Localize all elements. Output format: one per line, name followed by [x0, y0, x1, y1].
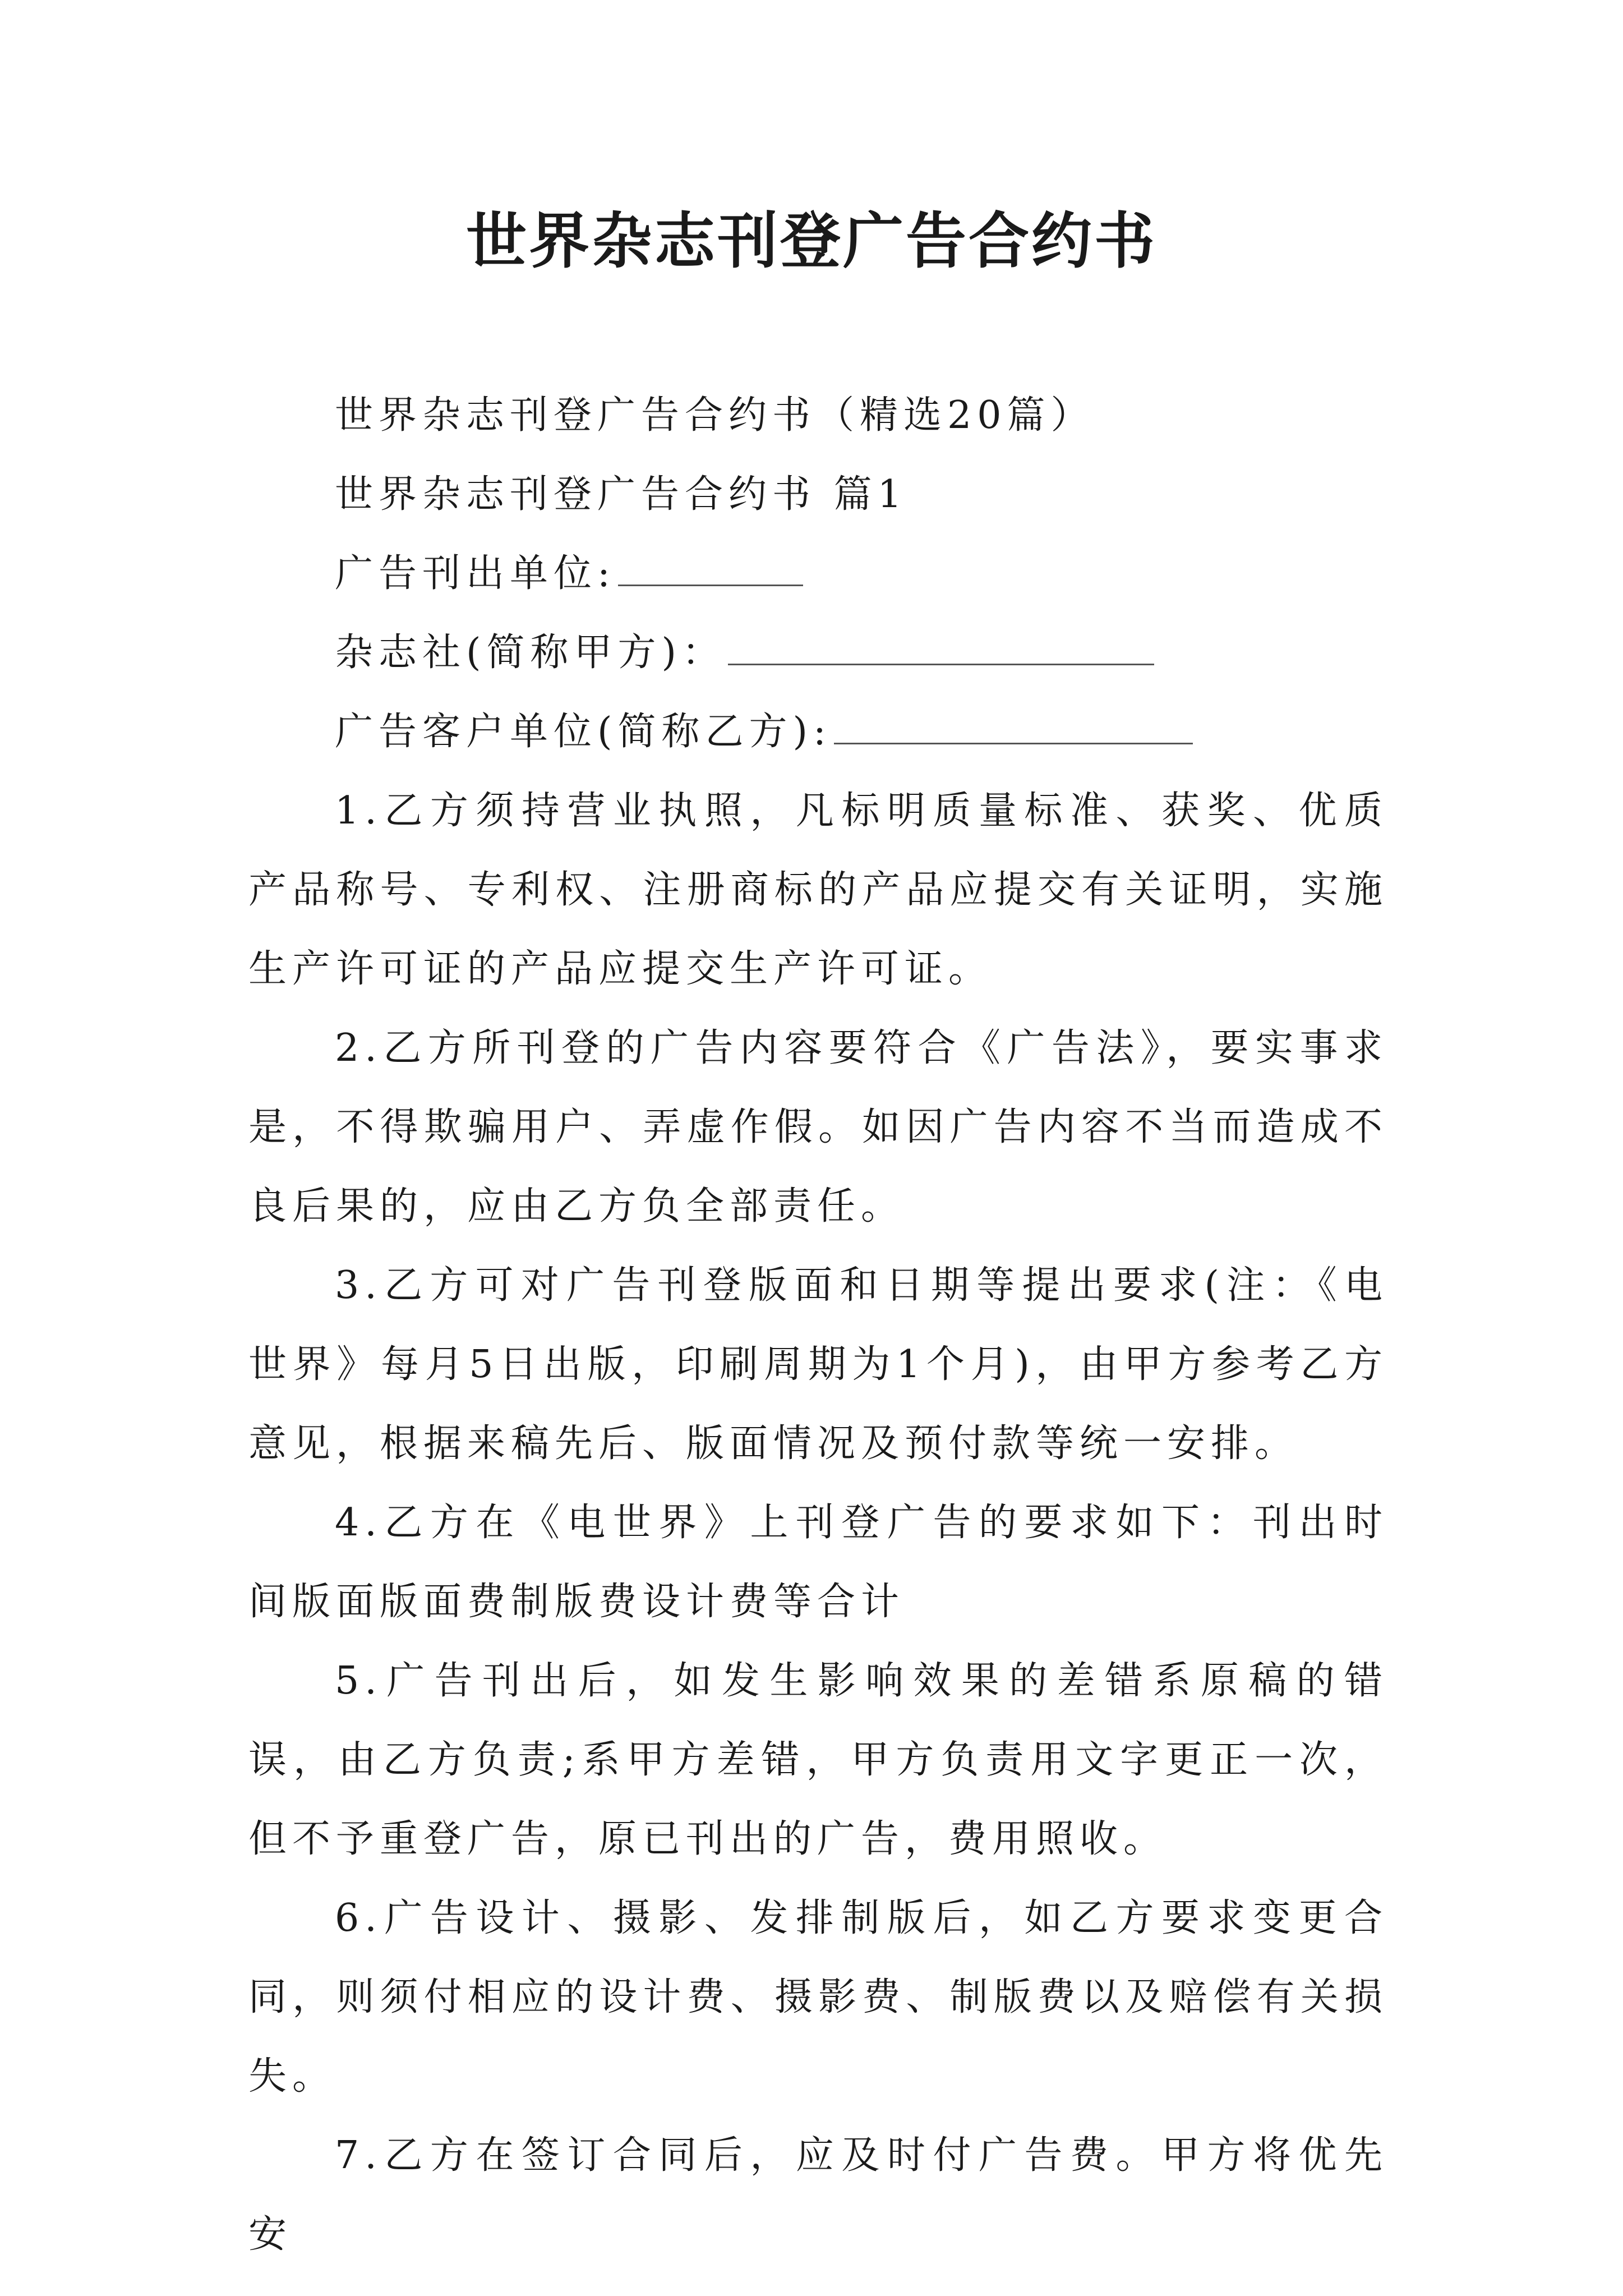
blank-line: [728, 624, 1154, 665]
field-label: 广告刊出单位:: [335, 551, 616, 596]
clause-3: 3.乙方可对广告刊登版面和日期等提出要求(注：《电世界》每月5日出版，印刷周期为1个月)，由甲方参考乙方意见，根据来稿先后、版面情况及预付款等统一安排。: [248, 1263, 1388, 1466]
document-body: [248, 376, 1388, 2274]
document-subtitle: 世界杂志刊登广告合约书（精选20篇）: [335, 393, 1095, 438]
field-label: 广告客户单位(简称乙方):: [335, 710, 832, 754]
clause-1: 1.乙方须持营业执照，凡标明质量标准、获奖、优质产品称号、专利权、注册商标的产品应提交有关证明，实施生产许可证的产品应提交生产许可证。: [248, 789, 1388, 991]
clause-7: 7.乙方在签订合同后，应及时付广告费。甲方将优先安: [248, 2133, 1388, 2257]
blank-line: [834, 703, 1193, 744]
blank-line: [618, 545, 803, 586]
section-heading: 世界杂志刊登广告合约书 篇1: [335, 472, 907, 517]
field-magazine-party-a: [248, 613, 1388, 692]
clause-2: 2.乙方所刊登的广告内容要符合《广告法》，要实事求是，不得欺骗用户、弄虚作假。如因广告内容不当而造成不良后果的，应由乙方负全部责任。: [248, 1026, 1388, 1228]
field-ad-publisher: [248, 534, 1388, 613]
document-title: 世界杂志刊登广告合约书: [465, 206, 1157, 277]
clause-5: 5.广告刊出后，如发生影响效果的差错系原稿的错误，由乙方负责;系甲方差错，甲方负责用文字更正一次，但不予重登广告，原已刊出的广告，费用照收。: [248, 1659, 1388, 1861]
field-label: 杂志社(简称甲方)：: [335, 631, 726, 675]
clause-6: 6.广告设计、摄影、发排制版后，如乙方要求变更合同，则须付相应的设计费、摄影费、制版费以及赔偿有关损失。: [248, 1896, 1388, 2099]
field-client-party-b: [248, 692, 1388, 771]
clause-4: 4.乙方在《电世界》上刊登广告的要求如下：刊出时间版面版面费制版费设计费等合计: [248, 1501, 1388, 1624]
